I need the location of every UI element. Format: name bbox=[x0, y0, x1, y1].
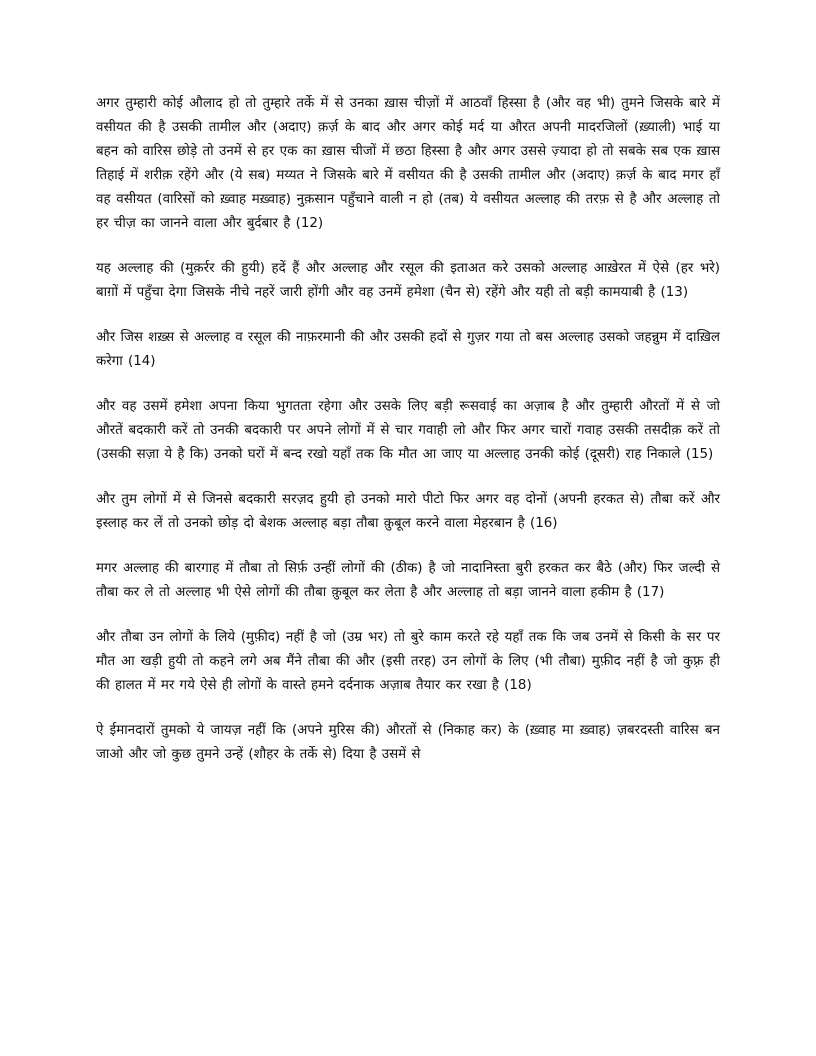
paragraph-verse-14: और जिस शख़्स से अल्लाह व रसूल की नाफ़रमानी की और उसकी हदों से गुज़र गया तो बस अल्लाह उसको जहन्नुम में दाख़िल करेगा (14) bbox=[96, 330, 720, 369]
document-page bbox=[96, 92, 720, 788]
paragraph-verse-13: यह अल्लाह की (मुक़र्रर की हुयी) हदें हैं और अल्लाह और रसूल की इताअत करे उसको अल्लाह आख़ेरत में ऐसे (हर भरे) बाग़ों में पहुँचा देगा जिसके नीचे नहरें जारी होंगी और वह उनमें हमेशा (चैन से) रहेंगे और यही तो बड़ी कामयाबी है (13) bbox=[96, 261, 720, 300]
paragraph-verse-16: और तुम लोगों में से जिनसे बदकारी सरज़द हुयी हो उनको मारो पीटो फिर अगर वह दोनों (अपनी हरकत से) तौबा करें और इस्लाह कर लें तो उनको छोड़ दो बेशक अल्लाह बड़ा तौबा क़ुबूल करने वाला मेहरबान है (16) bbox=[96, 492, 720, 531]
paragraph-verse-17: मगर अल्लाह की बारगाह में तौबा तो सिर्फ़ उन्हीं लोगों की (ठीक) है जो नादानिस्ता बुरी हरकत कर बैठे (और) फिर जल्दी से तौबा कर ले तो अल्लाह भी ऐसे लोगों की तौबा क़ुबूल कर लेता है और अल्लाह तो बड़ा जानने वाला हकीम है (17) bbox=[96, 561, 720, 600]
paragraph-verse-15: और वह उसमें हमेशा अपना किया भुगतता रहेगा और उसके लिए बड़ी रूसवाई का अज़ाब है और तुम्हारी औरतों में से जो औरतें बदकारी करें तो उनकी बदकारी पर अपने लोगों में से चार गवाही लो और फिर अगर चारों गवाह उसकी तसदीक़ करें तो (उसकी सज़ा ये है कि) उनको घरों में बन्द रखो यहाँ तक कि मौत आ जाए या अल्लाह उनकी कोई (दूसरी) राह निकाले (15) bbox=[96, 399, 720, 462]
paragraph-verse-18: और तौबा उन लोगों के लिये (मुफ़ीद) नहीं है जो (उम्र भर) तो बुरे काम करते रहे यहाँ तक कि जब उनमें से किसी के सर पर मौत आ खड़ी हुयी तो कहने लगे अब मैंने तौबा की और (इसी तरह) उन लोगों के लिए (भी तौबा) मुफ़ीद नहीं है जो कुफ़्र ही की हालत में मर गये ऐसे ही लोगों के वास्ते हमने दर्दनाक अज़ाब तैयार कर रखा है (18) bbox=[96, 630, 720, 693]
paragraph-verse-19-partial: ऐ ईमानदारों तुमको ये जायज़ नहीं कि (अपने मुरिस की) औरतों से (निकाह कर) के (ख़्वाह मा ख़्वाह) ज़बरदस्ती वारिस बन जाओ और जो कुछ तुमने उन्हें (शौहर के तर्के से) दिया है उसमें से bbox=[96, 723, 720, 762]
paragraph-verse-12: अगर तुम्हारी कोई औलाद हो तो तुम्हारे तर्के में से उनका ख़ास चीज़ों में आठवाँ हिस्सा है (और वह भी) तुमने जिसके बारे में वसीयत की है उसकी तामील और (अदाए) क़र्ज़ के बाद और अगर कोई मर्द या औरत अपनी मादरजिलों (ख़्याली) भाई या बहन को वारिस छोड़े तो उनमें से हर एक का ख़ास चीजों में छठा हिस्सा है और अगर उससे ज़्यादा हो तो सबके सब एक ख़ास तिहाई में शरीक़ रहेंगे और (ये सब) मय्यत ने जिसके बारे में वसीयत की है उसकी तामील और (अदाए) क़र्ज़ के बाद मगर हाँ वह वसीयत (वारिसों को ख़्वाह मख़्वाह) नुक़सान पहुँचाने वाली न हो (तब) ये वसीयत अल्लाह की तरफ़ से है और अल्लाह तो हर चीज़ का जानने वाला और बुर्दबार है (12) bbox=[96, 96, 721, 231]
